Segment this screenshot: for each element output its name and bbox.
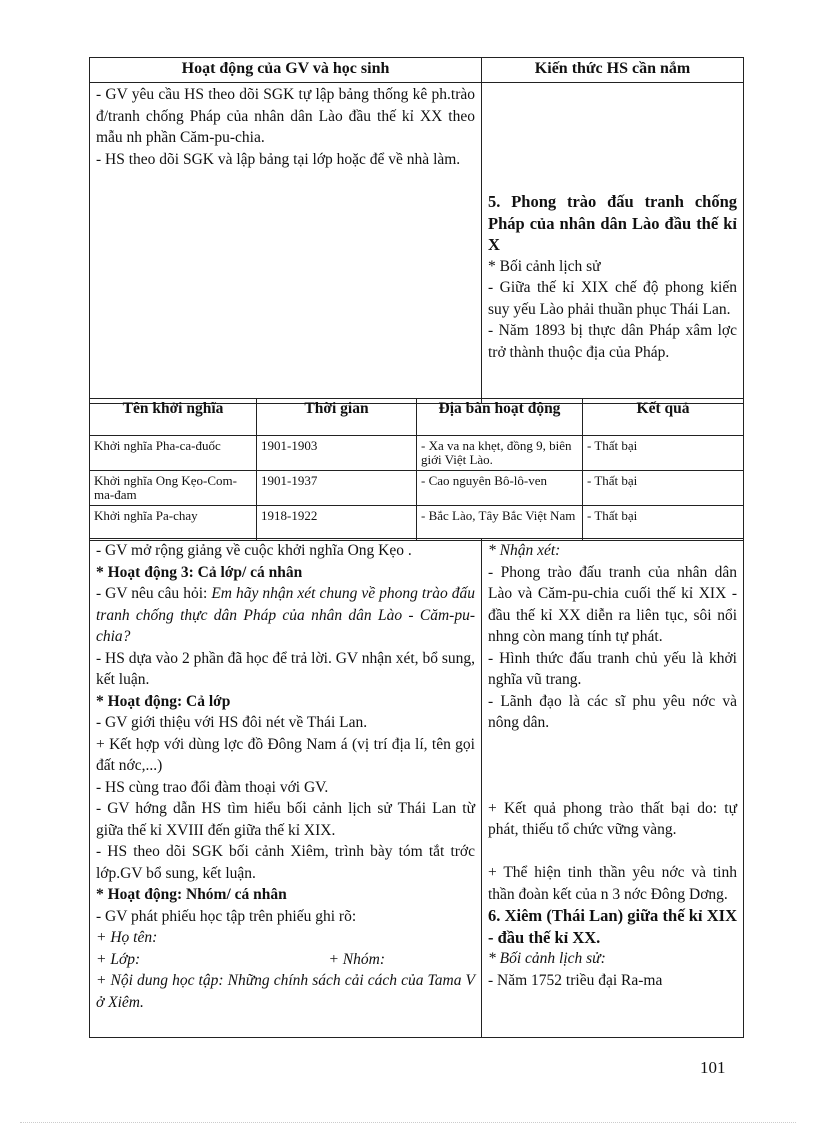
knowledge-line: - Lãnh đạo là các sĩ phu yêu nớc và nông dân. [488,692,737,731]
knowledge-line: * Bối cảnh lịch sử [488,257,601,275]
activity-line: - HS cùng trao đổi đàm thoại với GV. [96,778,329,796]
uprising-location: - Xa va na khẹt, đồng 9, biên giới Việt Lào. [417,436,583,471]
worksheet-field-row [96,949,475,971]
uprising-name: Khởi nghĩa Ong Kẹo-Com-ma-đam [90,471,257,506]
teacher-activity-cell [90,83,482,404]
table-row [90,83,744,404]
uprising-name: Khởi nghĩa Pha-ca-đuốc [90,436,257,471]
knowledge-line: - Năm 1893 bị thực dân Pháp xâm lợc trở thành thuộc địa của Pháp. [488,322,737,361]
activity-line: - GV hớng dẫn HS tìm hiểu bối cảnh lịch sử Thái Lan từ giữa thế kỉ XVIII đến giữa thế kỉ XIX. [96,800,475,839]
header-required-knowledge: Kiến thức HS cần nắm [482,58,744,83]
header-teacher-activities: Hoạt động của GV và học sinh [90,58,482,83]
uprising-time: 1901-1903 [257,436,417,471]
activity-line: - HS theo dõi SGK và lập bảng tại lớp hoặc để về nhà làm. [96,150,461,168]
activity-line: - GV mở rộng giảng về cuộc khởi nghĩa Ong Kẹo . [96,542,412,559]
uprising-header-row [90,399,744,436]
table-row [90,506,744,541]
uprising-time: 1918-1922 [257,506,417,541]
worksheet-field-name: + Họ tên: [96,929,158,946]
table-row [90,436,744,471]
activity-line: + Kết hợp với dùng lợc đồ Đông Nam á (vị trí địa lí, tên gọi đất nớc,...) [96,735,475,774]
knowledge-line: + Thể hiện tinh thần yêu nớc và tinh thần đoàn kết của n 3 nớc Đông Dơng. [488,864,737,903]
activity-heading: * Hoạt động: Nhóm/ cá nhân [96,886,287,903]
uprising-result: - Thất bại [583,436,744,471]
table-row [90,539,744,1038]
worksheet-field-group: + Nhóm: [328,950,385,968]
uprising-table [89,398,744,541]
activity-line: - GV giới thiệu với HS đôi nét về Thái Lan. [96,714,368,731]
activity-heading: * Hoạt động: Cả lớp [96,692,231,710]
knowledge-cell [482,539,744,1038]
lesson-table-top [89,57,744,404]
col-header-name: Tên khởi nghĩa [90,399,257,436]
uprising-location: - Bắc Lào, Tây Bắc Việt Nam [417,506,583,541]
knowledge-heading: * Bối cảnh lịch sử: [488,950,606,967]
col-header-time: Thời gian [257,399,417,436]
uprising-result: - Thất bại [583,471,744,506]
question-prefix: - GV nêu câu hỏi: [96,585,212,602]
knowledge-cell [482,83,744,404]
knowledge-line: - Giữa thế kỉ XIX chế độ phong kiến suy yếu Lào phải thuần phục Thái Lan. [488,279,737,318]
knowledge-line: + Kết quả phong trào thất bại do: tự phát, thiếu tổ chức vững vàng. [488,799,737,838]
activity-line: - HS theo dõi SGK bối cảnh Xiêm, trình bày tóm tắt trớc lớp.GV bổ sung, kết luận. [96,843,475,882]
knowledge-line: - Hình thức đấu tranh chủ yếu là khởi nghĩa vũ trang. [488,649,737,688]
activity-line: - GV phát phiếu học tập trên phiếu ghi rõ: [96,907,357,925]
uprising-location: - Cao nguyên Bô-lô-ven [417,471,583,506]
table-header-row [90,58,744,83]
uprising-name: Khởi nghĩa Pa-chay [90,506,257,541]
activity-heading: * Hoạt động 3: Cả lớp/ cá nhân [96,563,303,581]
uprising-result: - Thất bại [583,506,744,541]
col-header-location: Địa bàn hoạt động [417,399,583,436]
activity-line: - GV yêu cầu HS theo dõi SGK tự lập bảng thống kê ph.trào đ/tranh chống Pháp của nhân dân Lào đầu thế kỉ XX theo mẫu nh phần Căm-pu-chia. [96,86,475,146]
knowledge-heading: * Nhận xét: [488,542,561,559]
knowledge-line: - Năm 1752 triều đại Ra-ma [488,971,663,989]
activity-line: - HS dựa vào 2 phần đã học để trả lời. GV nhận xét, bổ sung, kết luận. [96,649,475,688]
worksheet-field-class: + Lớp: [96,950,141,968]
table-row [90,471,744,506]
knowledge-line: - Phong trào đấu tranh của nhân dân Lào và Căm-pu-chia cuối thế kỉ XIX - đầu thế kỉ XX diễn ra liên tục, sôi nổi nhng còn mang tính tự phát. [488,563,737,645]
section-heading: 5. Phong trào đấu tranh chống Pháp của nhân dân Lào đầu thế kỉ X [488,192,737,254]
section-heading: 6. Xiêm (Thái Lan) giữa thế kỉ XIX - đầu thế kỉ XX. [488,906,737,947]
uprising-time: 1901-1937 [257,471,417,506]
question-text: Em hãy nhận xét chung về phong trào đấu tranh chống thực dân Pháp của nhân dân Lào - Căm-pu-chia? [96,585,475,645]
col-header-result: Kết quả [583,399,744,436]
page-number: 101 [700,1058,726,1077]
worksheet-field-content: + Nội dung học tập: Những chính sách cải cách của Tama V ở Xiêm. [96,972,475,1011]
activity-question [96,583,475,648]
teacher-activity-cell [90,539,482,1038]
lesson-table-bottom [89,538,744,1038]
